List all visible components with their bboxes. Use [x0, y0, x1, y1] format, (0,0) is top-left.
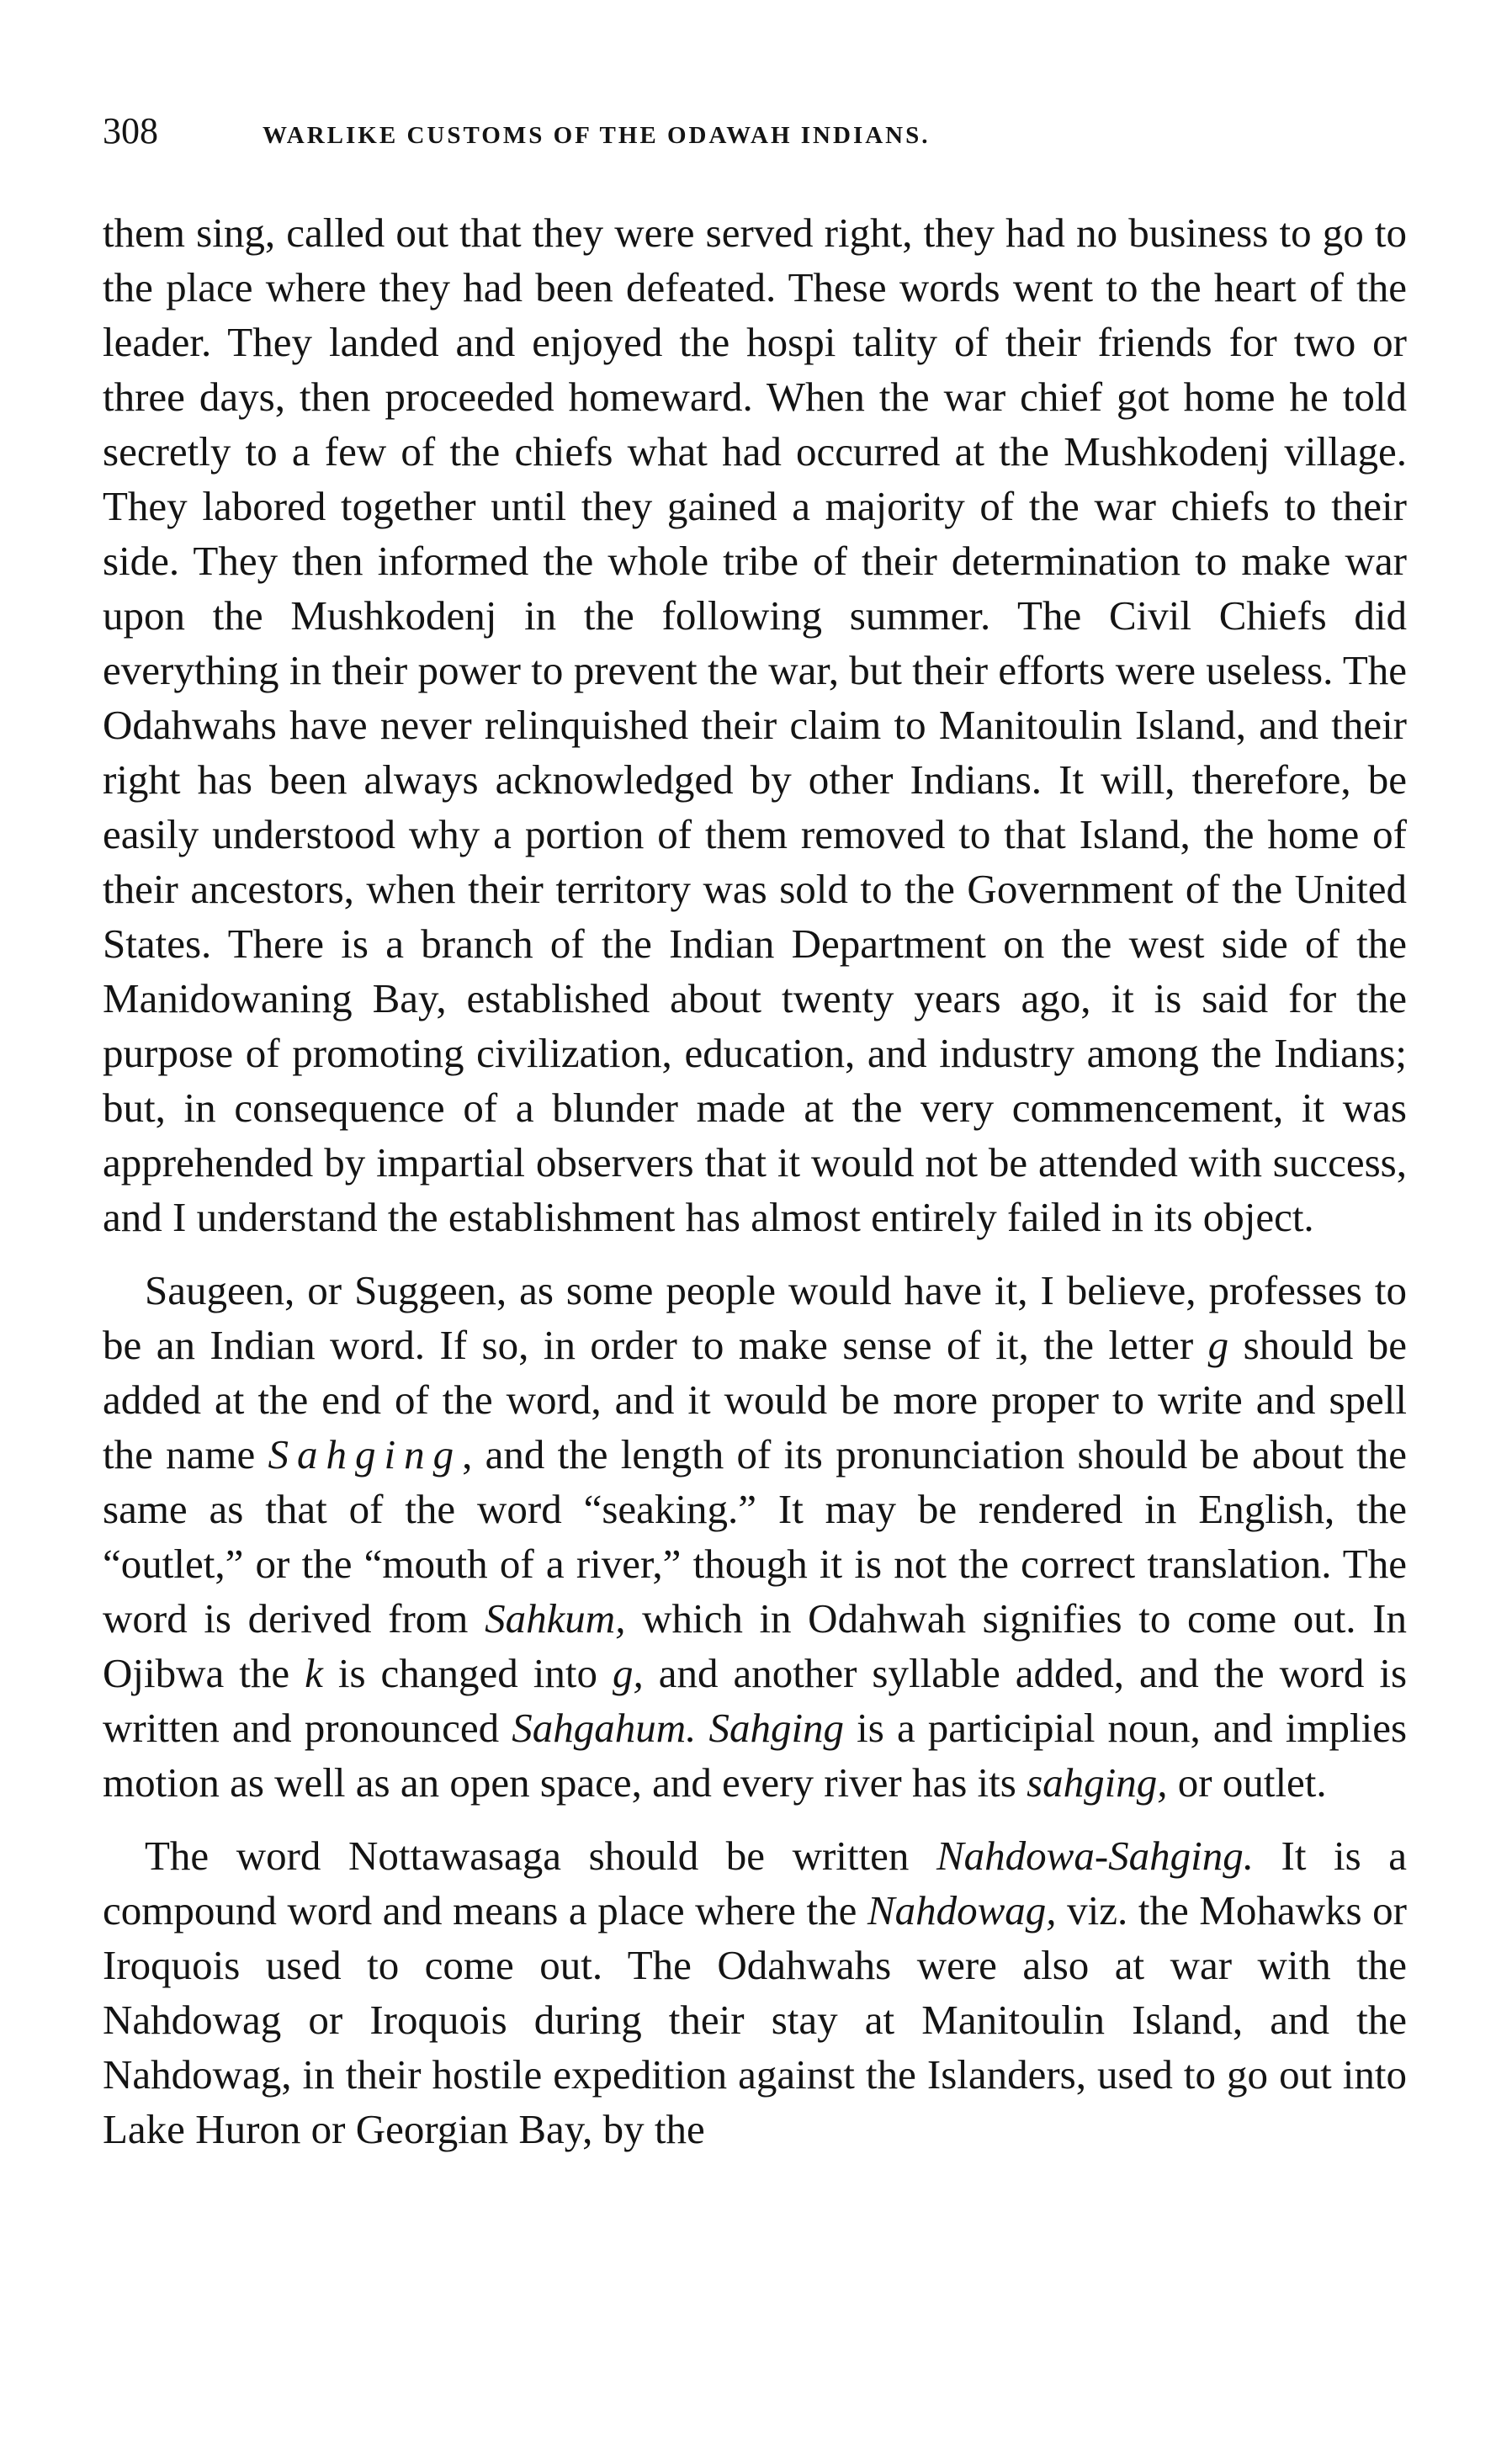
italic-term: Sahging [708, 1705, 845, 1751]
spaced-italic-term: Sahging [268, 1431, 463, 1477]
italic-term: Nahdowag, [867, 1887, 1057, 1934]
running-title: WARLIKE CUSTOMS OF THE ODAWAH INDIANS. [263, 122, 931, 149]
text-run: The word Nottawasaga should be written [145, 1833, 910, 1879]
book-page [103, 109, 1407, 2415]
text-run: It is a compound word and means a place where the [103, 1833, 1407, 1934]
text-run: is changed into [337, 1650, 597, 1696]
italic-term: g, [613, 1650, 644, 1696]
italic-term: g [1207, 1322, 1229, 1368]
text-run: Saugeen, or Suggeen, as some people would have it, I believe, professes to be an Indian word. If so, in order to make sense of it, the letter [103, 1267, 1407, 1368]
text-run: and another syllable added, and the word is written and pronounced [103, 1650, 1408, 1751]
body-text [103, 205, 1407, 2156]
italic-term: Sahkum, [485, 1595, 626, 1642]
text-run: viz. the Mohawks or Iroquois used to come out. The Odahwahs were also at war with the Nahdowag or Iroquois during their stay at Manitoulin Island, and the Nahdowag, in their hostile expedition against the Islanders, used to go out into Lake Huron or Georgian Bay, by the [103, 1887, 1407, 2152]
paragraph-2 [103, 1263, 1407, 1810]
italic-term: Nahdowa-Sahging. [936, 1833, 1254, 1879]
text-run: which in Odahwah signifies to come out. In Ojibwa the [103, 1595, 1407, 1696]
text-run: or outlet. [1177, 1759, 1327, 1806]
text-run: , and the length of its pronunciation should be about the same as that of the word “seaking.” It may be rendered in English, the “outlet,” or the “mouth of a river,” though it is not the correct translation. The word is derived from [103, 1431, 1407, 1642]
text-run: should be added at the end of the word, and it would be more proper to write and spell the name [103, 1322, 1408, 1477]
page-number: 308 [103, 110, 158, 151]
paragraph-3 [103, 1828, 1407, 2156]
paragraph-1: them sing, called out that they were served right, they had no business to go to the place where they had been defeated. These words went to the heart of the leader. They landed and enjoyed the hospi tality of their friends for two or three days, then proceeded homeward. When the war chief got home he told secretly to a few of the chiefs what had occurred at the Mushkodenj village. They labored together until they gained a majority of the war chiefs to their side. They then informed the whole tribe of their determination to make war upon the Mushkodenj in the following summer. The Civil Chiefs did everything in their power to prevent the war, but their efforts were useless. The Odahwahs have never relinquished their claim to Manitoulin Island, and their right has been always acknowledged by other Indians. It will, therefore, be easily understood why a portion of them removed to that Island, the home of their ancestors, when their territory was sold to the Government of the United States. There is a branch of the Indian Department on the west side of the Manidowaning Bay, established about twenty years ago, it is said for the purpose of promoting civilization, education, and industry among the Indians; but, in consequence of a blunder made at the very commencement, it was apprehended by impartial observers that it would not be attended with success, and I understand the establishment has almost entirely failed in its object. [103, 210, 1407, 1240]
text-run: is a participial noun, and implies motion as well as an open space, and every river has its [103, 1705, 1408, 1806]
running-head [103, 109, 1407, 177]
italic-term: k [305, 1650, 323, 1696]
italic-term: sahging, [1027, 1759, 1168, 1806]
italic-term: Sahgahum. [512, 1705, 697, 1751]
